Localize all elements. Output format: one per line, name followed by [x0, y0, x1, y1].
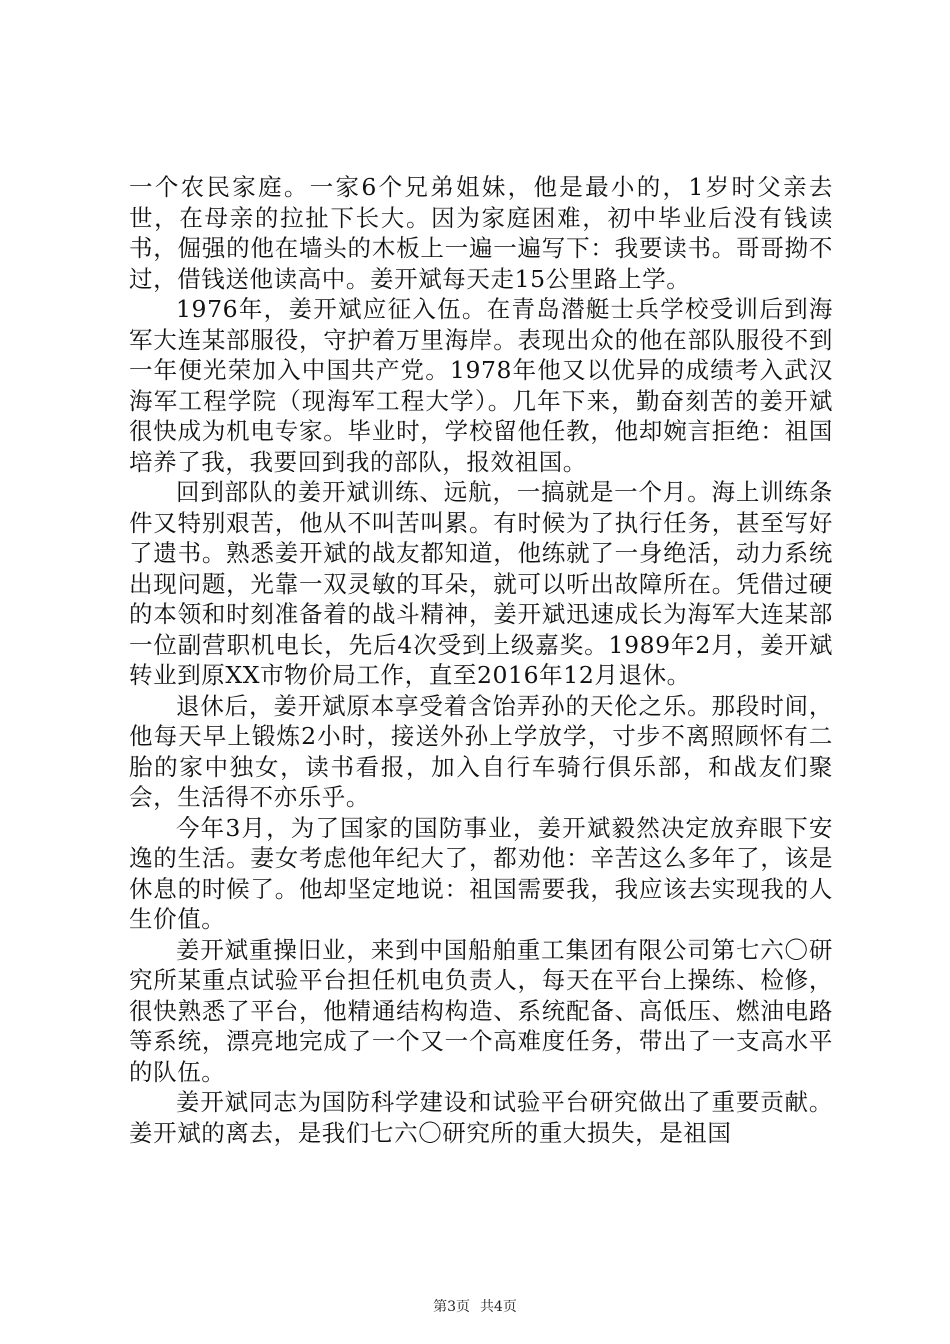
paragraph: 退休后，姜开斌原本享受着含饴弄孙的天伦之乐。那段时间，他每天早上锻炼2小时，接送外孙上学放学，寸步不离照顾怀有二胎的家中独女，读书看报，加入自行车骑行俱乐部，和战友们聚会，生活得不亦乐乎。: [129, 691, 833, 811]
paragraph: 1976年，姜开斌应征入伍。在青岛潜艇士兵学校受训后到海军大连某部服役，守护着万里海岸。表现出众的他在部队服役不到一年便光荣加入中国共产党。1978年他又以优异的成绩考入武汉海军工程学院（现海军工程大学）。几年下来，勤奋刻苦的姜开斌很快成为机电专家。毕业时，学校留他任教，他却婉言拒绝：祖国培养了我，我要回到我的部队，报效祖国。: [129, 295, 833, 476]
page-number: 第3页: [433, 1299, 470, 1315]
paragraph: 姜开斌重操旧业，来到中国船舶重工集团有限公司第七六〇研究所某重点试验平台担任机电负责人，每天在平台上操练、检修，很快熟悉了平台，他精通结构构造、系统配备、高低压、燃油电路等系统，漂亮地完成了一个又一个高难度任务，带出了一支高水平的队伍。: [129, 935, 833, 1086]
document-body: [129, 172, 833, 1148]
paragraph: 一个农民家庭。一家6个兄弟姐妹，他是最小的，1岁时父亲去世，在母亲的拉扯下长大。因为家庭困难，初中毕业后没有钱读书，倔强的他在墙头的木板上一遍一遍写下：我要读书。哥哥拗不过，借钱送他读高中。姜开斌每天走15公里路上学。: [129, 173, 833, 293]
paragraph: 姜开斌同志为国防科学建设和试验平台研究做出了重要贡献。姜开斌的离去，是我们七六〇研究所的重大损失，是祖国: [129, 1088, 833, 1147]
paragraph: 今年3月，为了国家的国防事业，姜开斌毅然决定放弃眼下安逸的生活。妻女考虑他年纪大了，都劝他：辛苦这么多年了，该是休息的时候了。他却坚定地说：祖国需要我，我应该去实现我的人生价值。: [129, 813, 833, 933]
page-total: 共4页: [480, 1299, 517, 1315]
paragraph: 回到部队的姜开斌训练、远航，一搞就是一个月。海上训练条件又特别艰苦，他从不叫苦叫累。有时候为了执行任务，甚至写好了遗书。熟悉姜开斌的战友都知道，他练就了一身绝活，动力系统出现问题，光靠一双灵敏的耳朵，就可以听出故障所在。凭借过硬的本领和时刻准备着的战斗精神，姜开斌迅速成长为海军大连某部一位副营职机电长，先后4次受到上级嘉奖。1989年2月，姜开斌转业到原XX市物价局工作，直至2016年12月退休。: [129, 478, 833, 689]
page-footer: [0, 1298, 950, 1316]
